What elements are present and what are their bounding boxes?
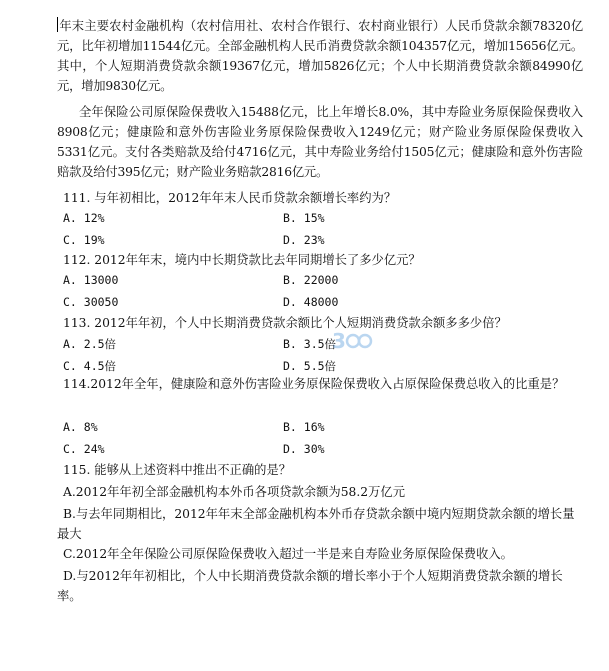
question-112-stem: 112. 2012年年末，境内中长期贷款比去年同期增长了多少亿元？ — [63, 253, 421, 267]
passage-text-2: 全年保险公司原保险保费收入15488亿元，比上年增长8.0%，其中寿险业务原保险保费收入8908亿元；健康险和意外伤害险业务原保险保费收入1249亿元；财产险业务原保险保费收入5331亿元。支付各类赔款及给付4716亿元，其中寿险业务给付1505亿元；健康险和意外伤害险赔款及给付395亿元；财产险业务赔款2816亿元。 — [57, 105, 583, 179]
question-115-statement-a: A.2012年年初全部金融机构本外币各项贷款余额为58.2万亿元 — [63, 485, 405, 499]
question-111-option-c: C. 19% — [63, 233, 105, 247]
question-111-option-b: B. 15% — [283, 211, 325, 225]
passage-paragraph-2 — [57, 102, 583, 182]
text-cursor — [57, 17, 58, 32]
question-112-option-b: B. 22000 — [283, 273, 339, 287]
question-113-option-d: D. 5.5倍 — [283, 359, 337, 373]
question-115-statement-b: B.与去年同期相比，2012年年末全部金融机构本外币存贷款余额中境内短期贷款余额的增长量最大 — [57, 507, 575, 541]
question-113-option-c: C. 4.5倍 — [63, 359, 117, 373]
svg-text:3: 3 — [332, 329, 345, 353]
question-114-stem: 114.2012年全年，健康险和意外伤害险业务原保险保费收入占原保险保费总收入的比重是？ — [63, 377, 565, 391]
question-114-option-a: A. 8% — [63, 420, 98, 434]
question-113-stem: 113. 2012年年初，个人中长期消费贷款余额比个人短期消费贷款余额多多少倍？ — [63, 316, 507, 330]
passage-paragraph-1 — [57, 16, 583, 96]
question-115-statement-d: D.与2012年年初相比，个人中长期消费贷款余额的增长率小于个人短期消费贷款余额的增长率。 — [57, 569, 563, 603]
question-111-option-d: D. 23% — [283, 233, 325, 247]
question-114-option-d: D. 30% — [283, 442, 325, 456]
question-113-option-b: B. 3.5倍 — [283, 337, 337, 351]
watermark-logo-icon — [332, 328, 376, 354]
passage-text-1: 年末主要农村金融机构（农村信用社、农村合作银行、农村商业银行）人民币贷款余额78320亿元，比年初增加11544亿元。全部金融机构人民币消费贷款余额104357亿元，增加15656亿元。其中，个人短期消费贷款余额19367亿元，增加5826亿元；个人中长期消费贷款余额84990亿元，增加9830亿元。 — [57, 19, 583, 93]
question-114-option-c: C. 24% — [63, 442, 105, 456]
question-115-statement-c: C.2012年全年保险公司原保险保费收入超过一半是来自寿险业务原保险保费收入。 — [63, 547, 513, 561]
question-115-stem: 115. 能够从上述资料中推出不正确的是？ — [63, 463, 292, 477]
site-logo-icon — [332, 328, 376, 359]
question-114-option-b: B. 16% — [283, 420, 325, 434]
question-112-option-c: C. 30050 — [63, 295, 119, 309]
question-111-option-a: A. 12% — [63, 211, 105, 225]
question-111-stem: 111. 与年初相比，2012年年末人民币贷款余额增长率约为？ — [63, 191, 397, 205]
question-113-option-a: A. 2.5倍 — [63, 337, 117, 351]
question-112-option-d: D. 48000 — [283, 295, 339, 309]
question-112-option-a: A. 13000 — [63, 273, 119, 287]
